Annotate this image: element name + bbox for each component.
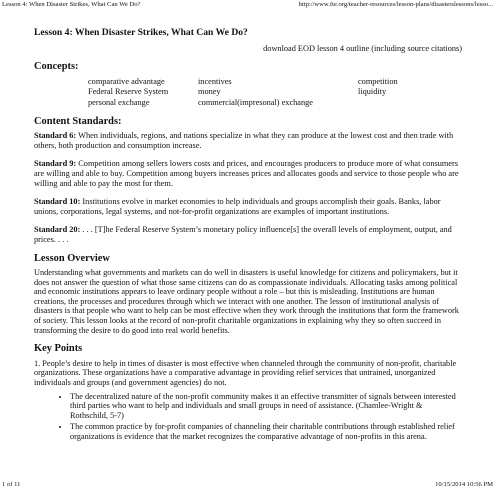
key-points-heading: Key Points	[34, 343, 83, 355]
concept-item: liquidity	[358, 87, 387, 97]
concept-item: incentives	[198, 76, 232, 86]
standard-paragraph	[34, 159, 462, 188]
concept-item	[358, 98, 462, 108]
concept-item: Federal Reserve System	[88, 87, 169, 97]
standard-text: Institutions evolve in market economies to help individuals and groups accomplish their goals. Banks, labor unions, corporations, legal systems, and not-for-profit organizations are examples of important institutions.	[34, 197, 441, 216]
concept-item: commercial(impresonal) exchange	[198, 97, 313, 107]
key-point-intro: 1. People’s desire to help in times of disaster is most effective when channeled through the community of non-profit, charitable organizations. These organizations have a comparative advantage in providing relief services that untrained, unorganized individuals and groups (and government agencies) do not.	[34, 358, 457, 388]
standard-text: . . . [T]he Federal Reserve System’s monetary policy influence[s] the overall levels of employment, output, and prices. . . .	[34, 225, 452, 244]
lesson-overview-text: Understanding what governments and markets can do well in disasters is useful knowledge for citizens and policymakers, but it does not answer the question of what those same citizens can do as compassionate individuals. Allocating tasks among political and economic institutions appears to leave ordinary people without a role – but this is misleading. Institutions are human creations, the processes and procedures through which we interact with one another. The lesson of institutional analysis of disasters is that people who want to help can be most effective when they work through the institutions that form the framework of society. This lesson looks at the record of non-profit charitable organizations in explaining why they so often succeed in transforming the desire to do good into real world benefits.	[34, 268, 459, 335]
concept-item: personal exchange	[88, 97, 150, 107]
standard-text: When individuals, regions, and nations specialize in what they can produce at the lowest cost and then trade with others, both production and consumption increase.	[34, 131, 454, 150]
standard-paragraph	[34, 197, 462, 216]
concept-item: comparative advantage	[88, 76, 165, 86]
page-title: Lesson 4: When Disaster Strikes, What Can We Do?	[34, 27, 248, 38]
concepts-heading: Concepts:	[34, 61, 79, 73]
list-item: • The decentralized nature of the non-profit community makes it an effective transmitter of signals between interested third parties who want to help and individuals and small groups in need of assistance. (Chamlee-Wright & Rothschild, 5-7)	[70, 392, 462, 421]
concept-item: competition	[358, 76, 398, 86]
concepts-table	[34, 77, 462, 108]
page-number: 1 of 11	[2, 481, 21, 488]
standard-label: Standard 6:	[34, 131, 77, 141]
print-timestamp: 10/15/2014 10:56 PM	[435, 481, 493, 488]
document-page	[34, 20, 462, 444]
key-points-list	[34, 392, 462, 442]
print-footer	[2, 481, 493, 491]
concept-item: money	[198, 87, 221, 97]
lesson-overview-heading: Lesson Overview	[34, 252, 110, 264]
standard-paragraph	[34, 225, 462, 244]
standard-label: Standard 10:	[34, 197, 81, 207]
standard-label: Standard 9:	[34, 159, 77, 169]
standard-paragraph	[34, 131, 462, 150]
download-outline-link[interactable]: download EOD lesson 4 outline (including source citations)	[263, 43, 462, 53]
standard-text: Competition among sellers lowers costs and prices, and encourages producers to produce more of what consumers are willing and able to buy. Competition among buyers increases prices and allocates goods and service to those people who are willing and able to pay the most for them.	[34, 159, 459, 188]
list-item: • The common practice by for-profit companies of channeling their charitable contributions through established relief organizations is evidence that the market recognizes the comparative advantage of non-profits in this arena.	[70, 422, 462, 441]
standard-label: Standard 20:	[34, 225, 81, 235]
print-header	[2, 1, 493, 11]
print-header-url: http://www.fte.org/teacher-resources/lesson-plans/disasterslessons/lesso...	[298, 1, 493, 8]
content-standards-heading: Content Standards:	[34, 115, 122, 127]
print-header-title: Lesson 4: When Disaster Strikes, What Can We Do?	[2, 1, 141, 8]
